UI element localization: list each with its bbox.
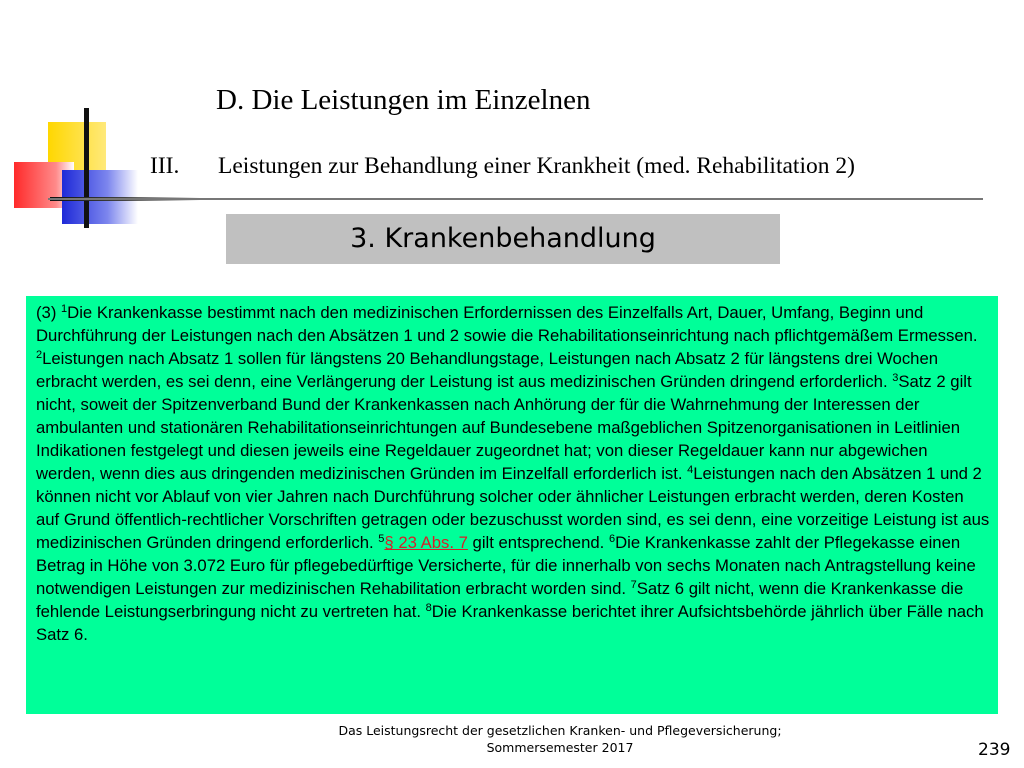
sentence-number: 8	[425, 602, 432, 614]
section-number: III.	[150, 153, 180, 179]
sentence-8: Die Krankenkasse berichtet ihrer Aufsichtsbehörde jährlich über Fälle nach Satz 6.	[36, 602, 984, 644]
sentence-3: Satz 2 gilt nicht, soweit der Spitzenverband Bund der Krankenkassen nach Anhörung der für die Wahrnehmung der Interessen der ambulanten und stationären Rehabilitationseinrichtungen auf Bundesebene maßgeblichen Spitzenorganisationen in Leitlinien Indikationen festgelegt und diesen jeweils eine Regeldauer zugeordnet hat; von dieser Regeldauer kann nur abgewichen werden, wenn dies aus dringenden medizinischen Gründen im Einzelfall erforderlich ist.	[36, 372, 972, 483]
title-divider	[48, 198, 983, 200]
section-heading	[150, 153, 855, 180]
law-paragraph	[36, 301, 990, 646]
section-23-link[interactable]: § 23 Abs. 7	[384, 533, 468, 552]
sentence-number: 2	[36, 349, 43, 361]
sentence-number: 3	[892, 372, 899, 384]
section-title: Leistungen zur Behandlung einer Krankheit (med. Rehabilitation 2)	[218, 153, 855, 179]
footer	[300, 722, 820, 756]
decorative-logo	[0, 0, 200, 240]
footer-semester: Sommersemester 2017	[486, 740, 634, 755]
sentence-1: Die Krankenkasse bestimmt nach den medizinischen Erfordernissen des Einzelfalls Art, Dauer, Umfang, Beginn und Durchführung der Leistungen nach den Absätzen 1 und 2 sowie die Rehabilitationseinrichtung nach pflichtgemäßem Ermessen.	[36, 303, 978, 345]
sentence-number: 6	[608, 533, 616, 545]
sentence-number: 7	[630, 579, 637, 591]
sentence-7: Satz 6 gilt nicht, wenn die Krankenkasse die fehlende Leistungserbringung nicht zu vertreten hat.	[36, 579, 964, 621]
law-text-box	[26, 296, 998, 714]
sentence-number: 1	[61, 303, 68, 315]
sentence-2: Leistungen nach Absatz 1 sollen für längstens 20 Behandlungstage, Leistungen nach Absatz 2 für längstens drei Wochen erbracht werden, es sei denn, eine Verlängerung der Leistung ist aus medizinischen Gründen dringend erforderlich.	[36, 349, 939, 391]
logo-vertical-line	[84, 108, 89, 228]
page-number: 239	[978, 740, 1011, 760]
sentence-5: gilt entsprechend.	[467, 533, 609, 552]
subsection-heading: 3. Krankenbehandlung	[226, 214, 780, 264]
slide-title: D. Die Leistungen im Einzelnen	[216, 84, 591, 116]
paragraph-number: (3)	[36, 303, 62, 322]
sentence-4: Leistungen nach den Absätzen 1 und 2 können nicht vor Ablauf von vier Jahren nach Durchführung solcher oder ähnlicher Leistungen erbracht werden, deren Kosten auf Grund öffentlich-rechtlicher Vorschriften getragen oder bezuschusst worden sind, es sei denn, eine vorzeitige Leistung ist aus medizinischen Gründen dringend erforderlich.	[36, 464, 990, 552]
footer-course-title: Das Leistungsrecht der gesetzlichen Kranken- und Pflegeversicherung;	[338, 723, 782, 738]
sentence-number: 5	[378, 533, 385, 545]
sentence-6: Die Krankenkasse zahlt der Pflegekasse einen Betrag in Höhe von 3.072 Euro für pflegebedürftige Versicherte, für die innerhalb von sechs Monaten nach Antragstellung keine notwendigen Leistungen zur medizinischen Rehabilitation erbracht worden sind.	[36, 533, 976, 598]
sentence-number: 4	[687, 464, 694, 476]
